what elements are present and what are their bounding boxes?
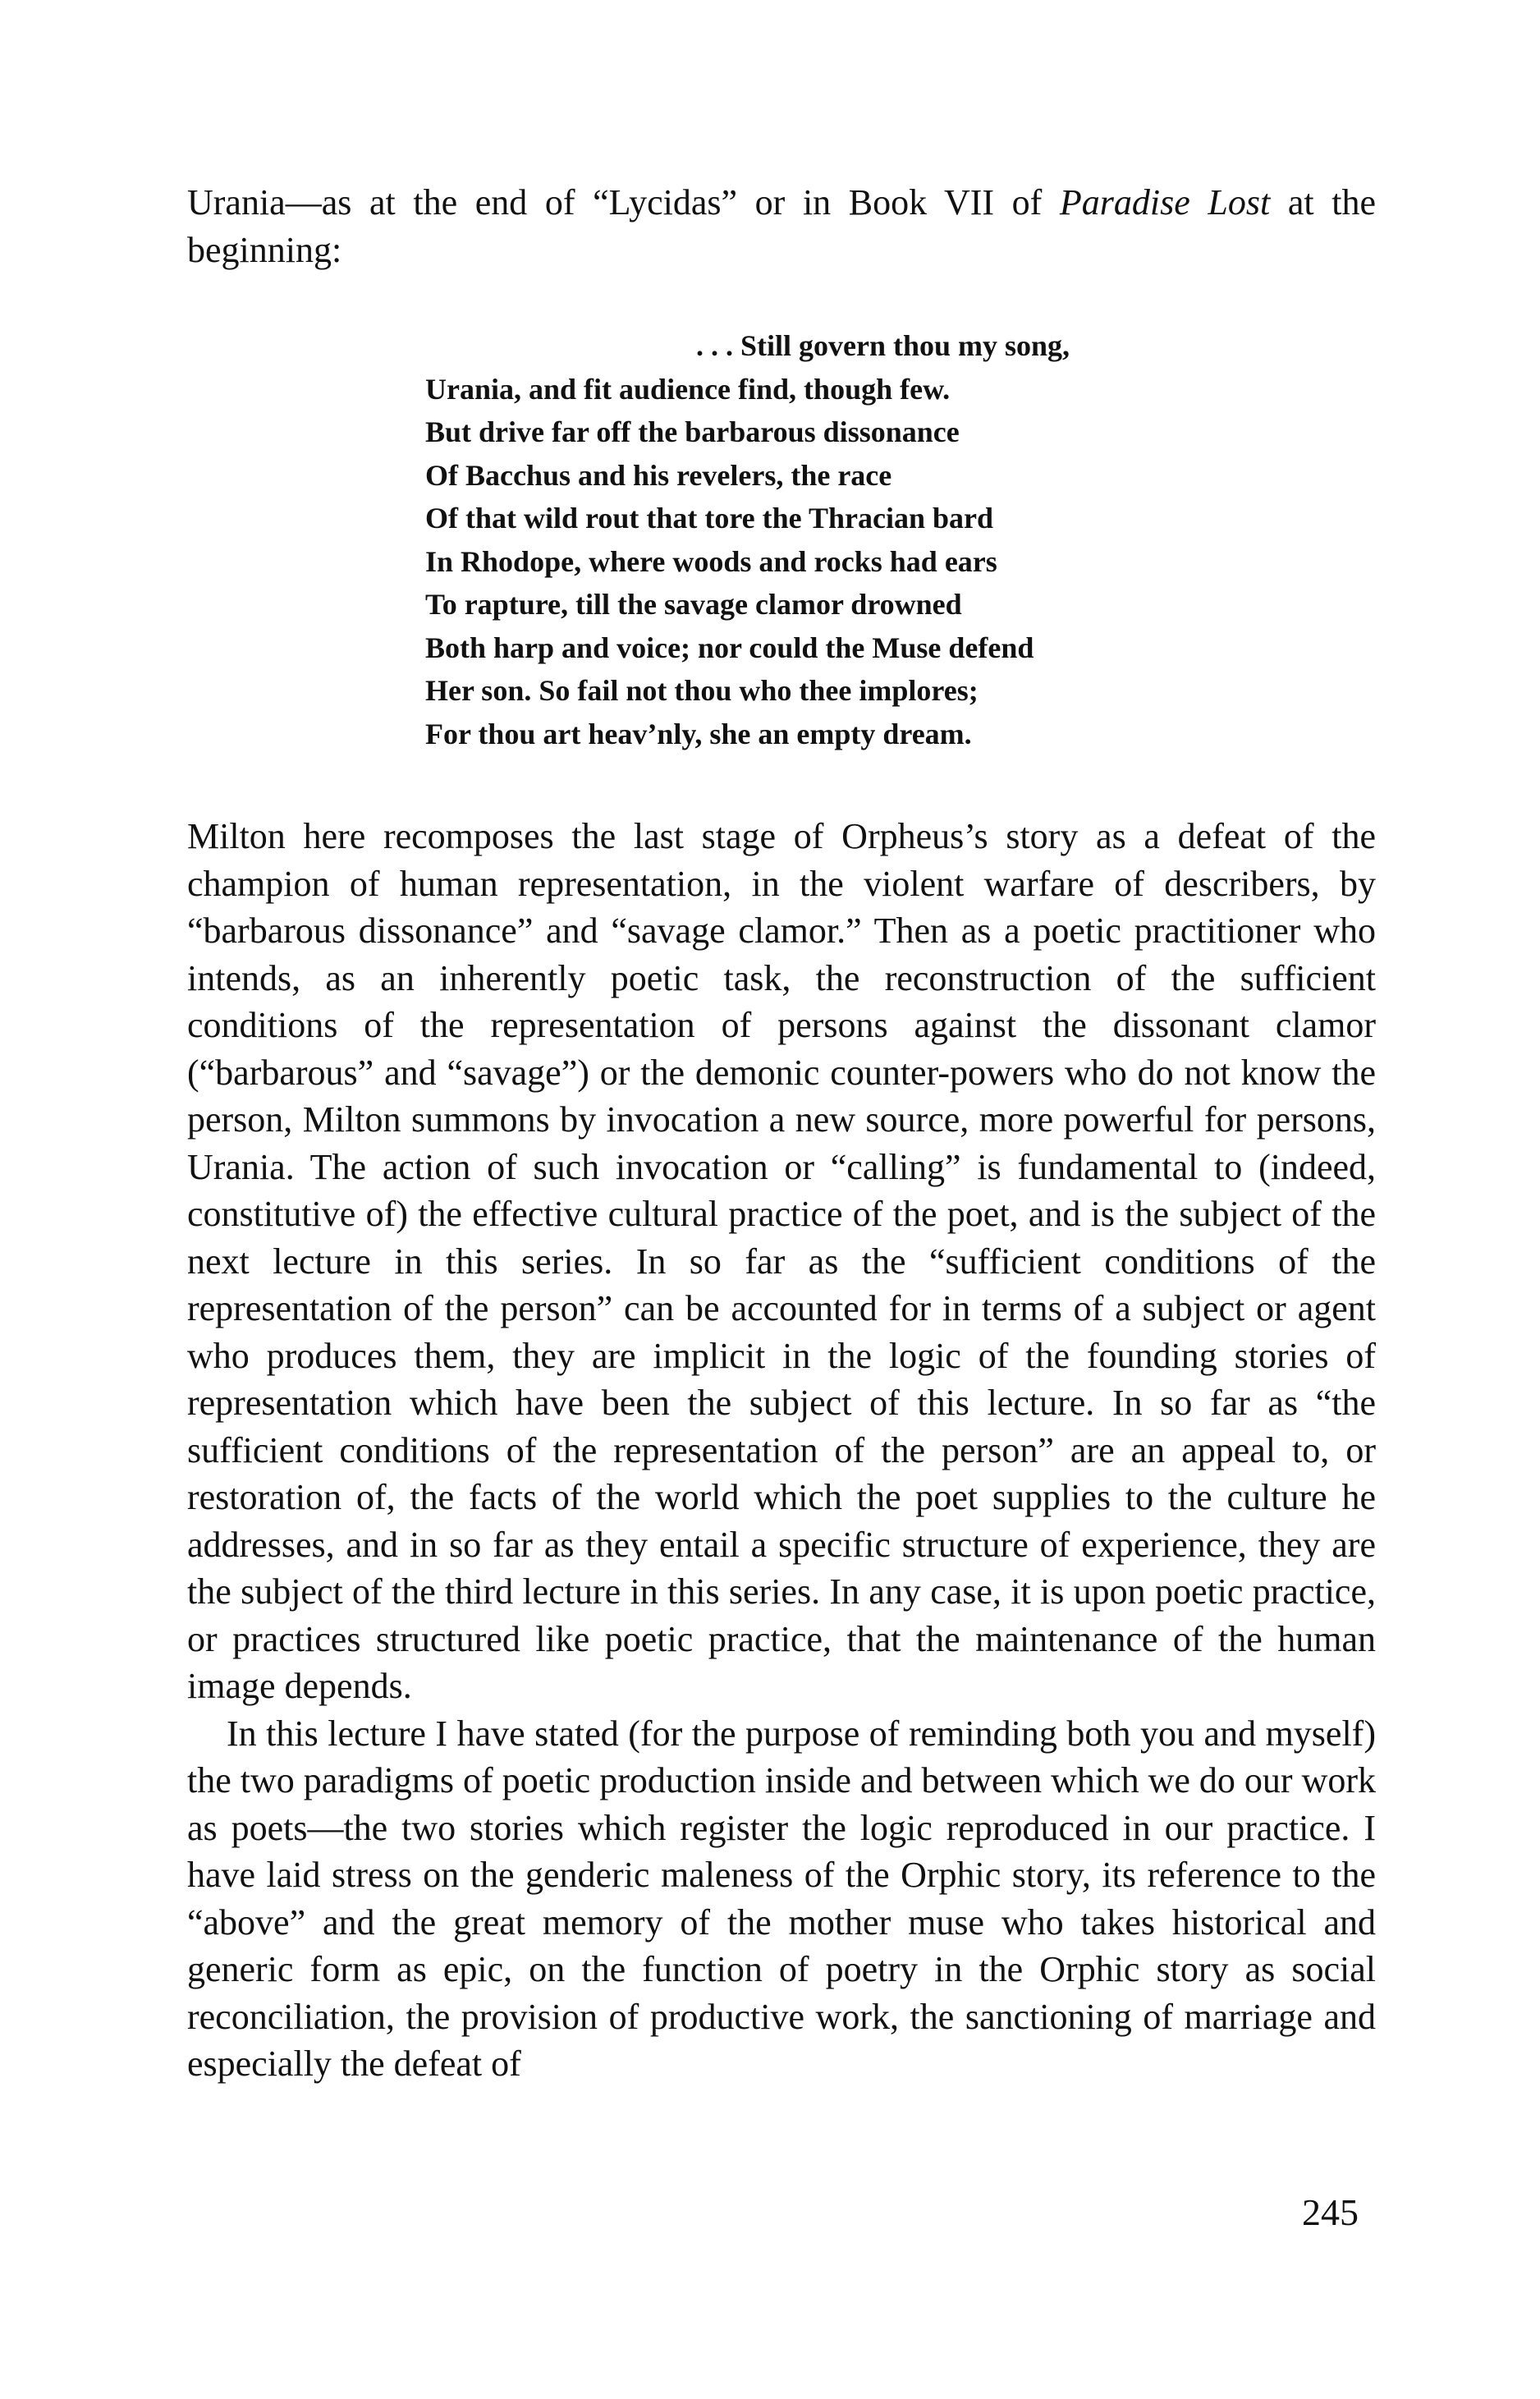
verse-line: Urania, and fit audience find, though few. [425, 372, 951, 406]
body-text [187, 813, 1376, 2088]
verse-line: Her son. So fail not thou who thee implores; [425, 674, 979, 707]
verse-line: Both harp and voice; nor could the Muse defend [425, 631, 1034, 664]
verse-quotation [425, 324, 1246, 755]
verse-line: In Rhodope, where woods and rocks had ears [425, 544, 997, 578]
intro-paragraph [187, 179, 1376, 273]
verse-line: . . . Still govern thou my song, [696, 329, 1070, 362]
intro-text-before: Urania—as at the end of “Lycidas” or in Book VII of [187, 182, 1060, 222]
body-paragraph-2: In this lecture I have stated (for the purpose of reminding both you and myself) the two paradigms of poetic production inside and between which we do our work as poets—the two stories which register the logic reproduced in our practice. I have laid stress on the genderic maleness of the Orphic story, its reference to the “above” and the great memory of the mother muse who takes historical and generic form as epic, on the function of poetry in the Orphic story as social reconciliation, the provision of productive work, the sanctioning of marriage and especially the defeat of [187, 1713, 1376, 2084]
intro-title-italic: Paradise Lost [1059, 182, 1271, 222]
verse-line: But drive far off the barbarous dissonance [425, 415, 960, 448]
verse-line: For thou art heav’nly, she an empty dream. [425, 717, 972, 750]
page-number: 245 [1302, 2191, 1359, 2233]
intro-text-after: at the beginning: [187, 182, 1376, 270]
verse-line: To rapture, till the savage clamor drowned [425, 588, 962, 621]
body-paragraph-1: Milton here recomposes the last stage of Orpheus’s story as a defeat of the champion of human representation, in the violent warfare of describers, by “barbarous dissonance” and “savage clamor.” Then as a poetic practitioner who intends, as an inherently poetic task, the reconstruction of the sufficient conditions of the representation of persons against the dissonant clamor (“barbarous” and “savage”) or the demonic counter-powers who do not know the person, Milton summons by invocation a new source, more powerful for persons, Urania. The action of such invocation or “calling” is fundamental to (indeed, constitutive of) the effective cultural practice of the poet, and is the subject of the next lecture in this series. In so far as the “sufficient conditions of the representation of the person” can be accounted for in terms of a subject or agent who produces them, they are implicit in the logic of the founding stories of representation which have been the subject of this lecture. In so far as “the sufficient conditions of the representation of the person” are an appeal to, or restoration of, the facts of the world which the poet supplies to the culture he addresses, and in so far as they entail a specific structure of experience, they are the subject of the third lecture in this series. In any case, it is upon poetic practice, or practices structured like poetic practice, that the maintenance of the human image depends. [187, 816, 1376, 1706]
verse-line: Of that wild rout that tore the Thracian bard [425, 502, 994, 534]
verse-line: Of Bacchus and his revelers, the race [425, 458, 892, 492]
